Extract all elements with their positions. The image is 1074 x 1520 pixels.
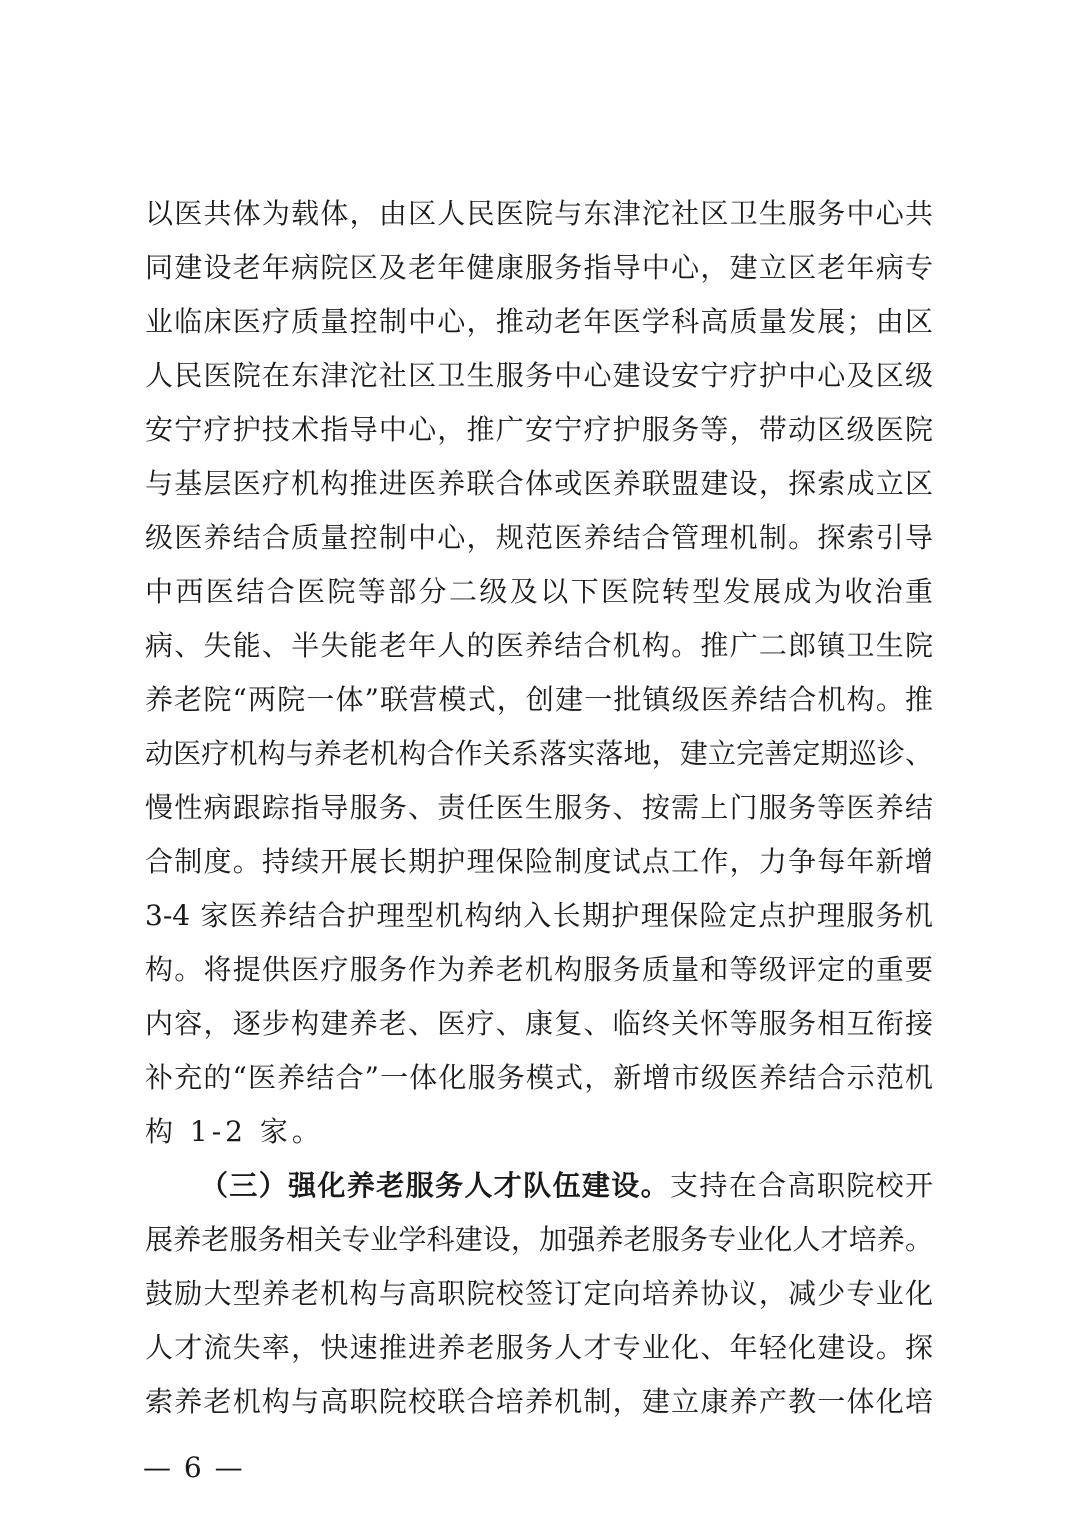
paragraph-line: 慢性病跟踪指导服务、责任医生服务、按需上门服务等医养结: [145, 791, 933, 824]
paragraph-line: 业临床医疗质量控制中心，推动老年医学科高质量发展；由区: [145, 305, 933, 338]
paragraph-line: 安宁疗护技术指导中心，推广安宁疗护服务等，带动区级医院: [145, 413, 933, 446]
paragraph-line: 病、失能、半失能老年人的医养结合机构。推广二郎镇卫生院: [145, 629, 933, 662]
paragraph-line: 构。将提供医疗服务作为养老机构服务质量和等级评定的重要: [145, 953, 933, 986]
paragraph-line: 与基层医疗机构推进医养联合体或医养联盟建设，探索成立区: [145, 467, 933, 500]
paragraph-line: 鼓励大型养老机构与高职院校签订定向培养协议，减少专业化: [145, 1277, 933, 1310]
section-first-line: [200, 1166, 933, 1206]
paragraph-line: 中西医结合医院等部分二级及以下医院转型发展成为收治重: [145, 575, 933, 608]
paragraph-line: 同建设老年病院区及老年健康服务指导中心，建立区老年病专: [145, 251, 933, 284]
paragraph-line: 人才流失率，快速推进养老服务人才专业化、年轻化建设。探: [145, 1331, 933, 1364]
section-first-line-text: 支持在合高职院校开: [669, 1169, 933, 1202]
paragraph-line: 级医养结合质量控制中心，规范医养结合管理机制。探索引导: [145, 521, 933, 554]
paragraph-line: 内容，逐步构建养老、医疗、康复、临终关怀等服务相互衔接: [145, 1007, 933, 1040]
paragraph-line: 3-4 家医养结合护理型机构纳入长期护理保险定点护理服务机: [145, 899, 933, 932]
paragraph-line: 展养老服务相关专业学科建设，加强养老服务专业化人才培养。: [145, 1223, 933, 1256]
page-number: — 6 —: [143, 1451, 245, 1484]
paragraph-line: 养老院“两院一体”联营模式，创建一批镇级医养结合机构。推: [145, 683, 933, 716]
paragraph-line: 合制度。持续开展长期护理保险制度试点工作，力争每年新增: [145, 845, 933, 878]
paragraph-line: 动医疗机构与养老机构合作关系落实落地，建立完善定期巡诊、: [145, 737, 933, 770]
paragraph-line: 构 1-2 家。: [145, 1115, 324, 1148]
paragraph-line: 补充的“医养结合”一体化服务模式，新增市级医养结合示范机: [145, 1061, 933, 1094]
paragraph-line: 索养老机构与高职院校联合培养机制，建立康养产教一体化培: [145, 1385, 933, 1418]
paragraph-line: 以医共体为载体，由区人民医院与东津沱社区卫生服务中心共: [145, 197, 933, 230]
section-heading: （三）强化养老服务人才队伍建设。: [200, 1169, 670, 1202]
paragraph-line: 人民医院在东津沱社区卫生服务中心建设安宁疗护中心及区级: [145, 359, 933, 392]
